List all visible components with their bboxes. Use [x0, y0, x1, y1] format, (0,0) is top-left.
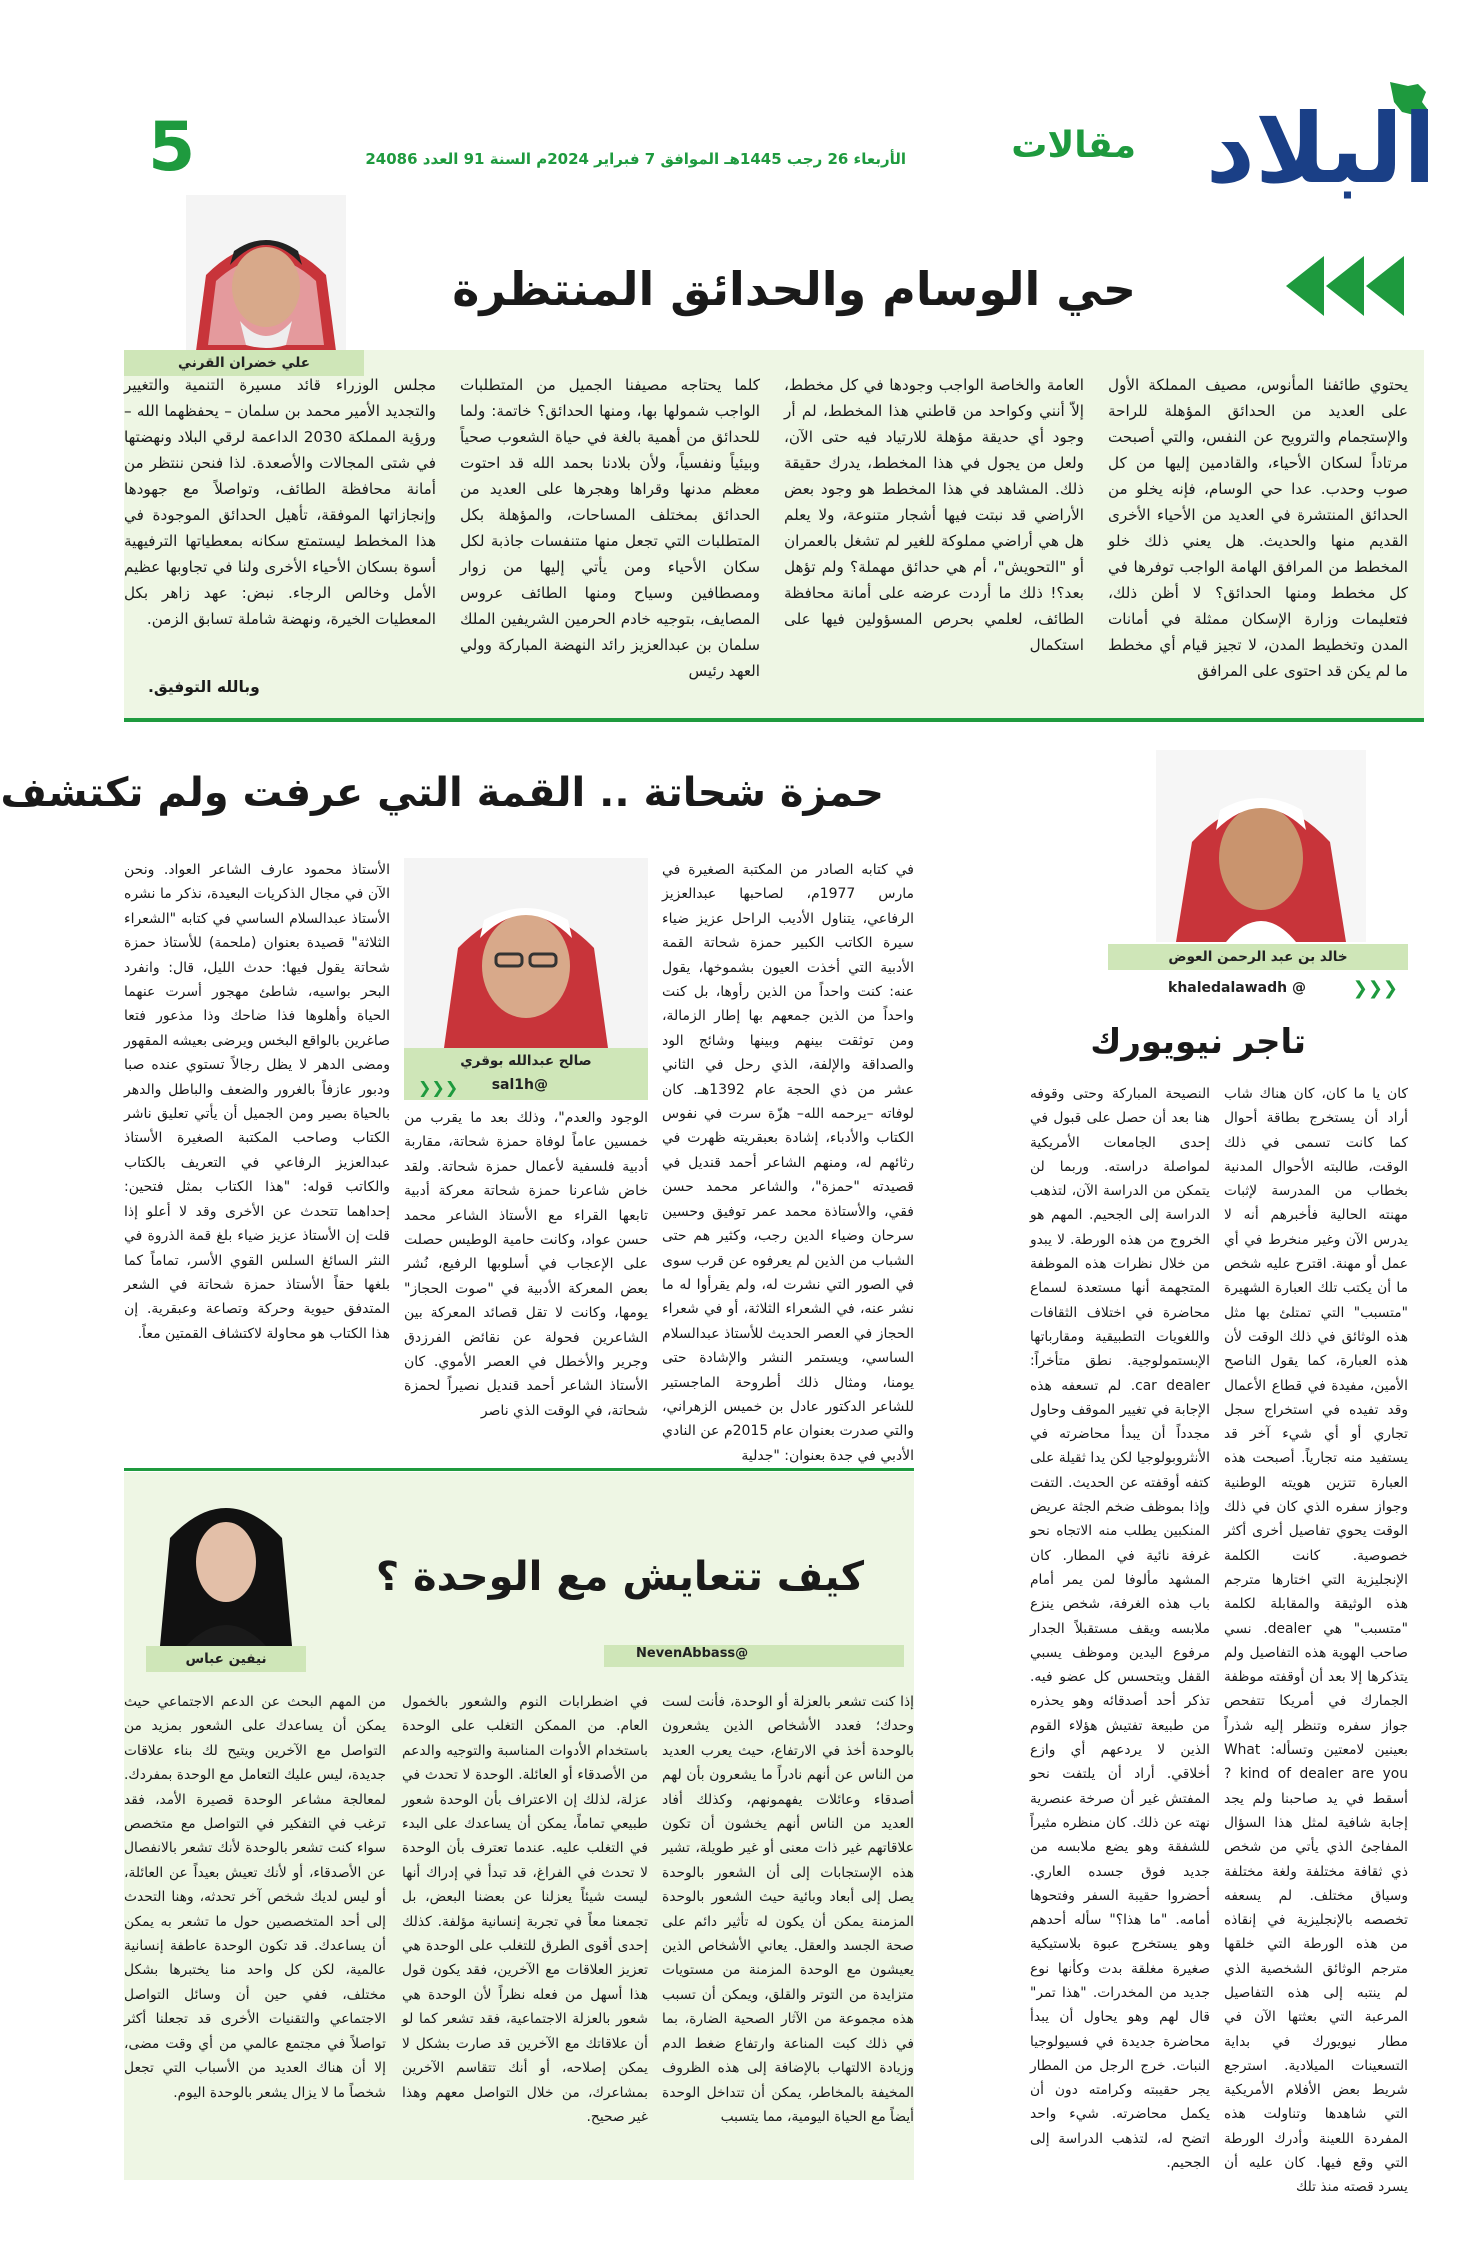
- article4-column-2: في اضطرابات النوم والشعور بالخمول العام. من الممكن التغلب على الوحدة باستخدام الأدوات المناسبة والتوجيه والدعم من الأصدقاء أو العائلة. الوحدة لا تحدث في عزلة، لذلك إن الاعتراف بأن الوحدة شعور طبيعي تماماً، يمكن أن يساعدك على البدء في التغلب عليه. عندما تعترف بأن الوحدة لا تحدث في الفراغ، قد تبدأ في إدراك أنها ليست شيئاً يعزلنا عن بعضنا البعض، بل تجمعنا معاً في تجربة إنسانية مؤلفة. كذلك إحدى أقوى الطرق للتغلب على الوحدة هي تعزيز العلاقات مع الآخرين، فقد يكون قول هذا أسهل من فعله نظراً لأن الوحدة هي شعور بالعزلة الاجتماعية، فقد تشعر كما لو أن علاقاتك مع الآخرين قد صارت بشكل لا يمكن إصلاحه، أو أنك تتقاسم الآخرين بمشاعرك، من خلال التواصل معهم وهذا غير صحيح.: [402, 1694, 648, 2125]
- divider: [124, 718, 1424, 722]
- article2-author-name: صالح عبدالله بوقري: [404, 1048, 648, 1074]
- article4-handle: @NevenAbbass: [636, 1646, 749, 1661]
- newspaper-logo: [1200, 78, 1440, 205]
- article1-column-4: مجلس الوزراء قائد مسيرة التنمية والتغيير والتجديد الأمير محمد بن سلمان – يحفظهما الله – ورؤية المملكة 2030 الداعمة لرقي البلاد ونهضتها في شتى المجالات والأصعدة. لذا فنحن ننتظر من أمانة محافظة الطائف، وتواصلاً مع جهودها وإنجازاتها الموفقة، تأهيل الحدائق الموجودة في هذا المخطط ليستمتع سكانه بمعطياتها الترفيهية أسوة بسكان الأحياء الأخرى ولنا في تجاوبها عظيم الأمل وخالص الرجاء. نبض: عهد زاهر بكل المعطيات الخيرة، ونهضة شاملة تسابق الزمن.: [124, 376, 436, 628]
- article2-column-2: الوجود والعدم"، وذلك بعد ما يقرب من خمسين عاماً لوفاة حمزة شحاتة، مقاربة أدبية فلسفية لأعمال حمزة شحاتة. ولقد خاض شاعرنا حمزة شحاتة معركة أدبية تابعها القراء مع الأستاذ الشاعر محمد حسن عواد، وكانت حامية الوطيس حصلت على الإعجاب في أسلوبها الرفيع، نُشر بعض المعركة الأدبية في "صوت الحجاز" يومها، وكانت لا تقل قصائد المعركة بين الشاعرين فحولة عن نقائض الفرزدق وجرير والأخطل في العصر الأموي. كان الأستاذ الشاعر أحمد قنديل نصيراً لحمزة شحاتة، في الوقت الذي ناصر: [404, 1110, 648, 1419]
- article3-author-photo: [1156, 750, 1366, 942]
- article2-author-photo: [404, 858, 648, 1048]
- handle-chevron-icon: ❮❮❮: [418, 1078, 459, 1097]
- article1-column-2: العامة والخاصة الواجب وجودها في كل مخطط، إلاّ أنني وكواحد من قاطني هذا المخطط، لم أر وجود أي حديقة مؤهلة للارتياد فيه حتى الآن، ولعل من يجول في هذا المخطط، يدرك حقيقة ذلك. المشاهد في هذا المخطط هو وجود بعض الأراضي قد نبتت فيها أشجار متنوعة، ولا يعلم هل هي أراضي مملوكة للغير لم تشغل بالعمران أو "التحويش"، أم هي حدائق مهملة؟ ولم تؤهل بعد؟! ذلك ما أردت عرضه على أمانة محافظة الطائف، لعلمي بحرص المسؤولين فيها على استكمال: [784, 376, 1084, 654]
- page-number: 5: [148, 108, 196, 187]
- article3-author-name: خالد بن عبد الرحمن العوض: [1108, 944, 1408, 970]
- article2-column-3: الأستاذ محمود عارف الشاعر العواد. ونحن الآن في مجال الذكريات البعيدة، نذكر ما نشره الأستاذ عبدالسلام الساسي في كتابه "الشعراء الثلاثة" قصيدة بعنوان (ملحمة) للأستاذ حمزة شحاتة يقول فيها: حدث الليل، قال: وانفرد البحر بواسيه، شاطئ مهجور أسرت عنهما الحياة وأهلوها فذا ضاحك وذا مذعور فتعا صاغرين بالواقع البخس ويرضى بعيشه المقهور ومضى الدهر لا يظل رجالاً تستوي عنده صبا ودبور عازفاً بالغرور والضعف والباطل والدهر بالحياة بصير ومن الجميل أن يأتي تعليق ناشر الكتاب وصاحب المكتبة الصغيرة الأستاذ عبدالعزيز الرفاعي في التعريف بالكتاب والكاتب قوله: "هذا الكتاب بمثل فتحين: إحداهما تتحدث عن الأخرى وقد لا أعلو إذا قلت إن الأستاذ عزيز ضياء بلغ قمة الذروة في النثر السائغ السلس القوي الأسر، تماماً كما بلغها حقاً الأستاذ حمزة شحاتة في الشعر المتدفق حيوية وحركة وتصاعة وعبقرية. إن هذا الكتاب هو محاولة لاكتشاف القمتين معاً.: [124, 862, 390, 1342]
- article2-column-1: في كتابه الصادر من المكتبة الصغيرة في مارس 1977م، لصاحبها عبدالعزيز الرفاعي، يتناول الأديب الراحل عزيز ضياء سيرة الكاتب الكبير حمزة شحاتة القمة الأدبية التي أخذت العيون بشموخها، يقول عنه: كنت واحداً من الذين رأوها، بل كنت واحداً من الذين جمعهم بها إطار الزمالة، ومن توثقت بينهم وبينها وشائج الود والصداقة والإلفة، الذي رحل في الثاني عشر من ذي الحجة عام 1392هـ. كان لوفاته –يرحمه الله– هزّة سرت في نفوس الكتاب والأدباء، إشادة بعبقريته ظهرت في رثائهم له، ومنهم الشاعر أحمد قنديل في قصيدته "حمزة"، والشاعر محمد حسن فقي، والأستاذة محمد عمر توفيق وحسين سرحان وضياء الدين رجب، وكثير هم حتى الشباب من الذين لم يعرفوه عن قرب سوى في الصور التي نشرت له، ولم يقرأوا له ما نشر عنه، في الشعراء الثلاثة، أو في شعراء الحجاز في العصر الحديث للأستاذ عبدالسلام الساسي، ويستمر النشر والإشادة حتى يومنا، ومثال ذلك أطروحة الماجستير للشاعر الدكتور عادل بن خميس الزهراني، والتي صدرت بعنوان عام 2015م عن النادي الأدبي في جدة بعنوان: "جدلية: [662, 862, 915, 1464]
- article3-column-2: النصيحة المباركة وحتى وقوفه هنا بعد أن حصل على قبول في إحدى الجامعات الأمريكية لمواصلة دراسته. وربما لن يتمكن من الدراسة الآن، لتذهب الدراسة إلى الجحيم. المهم هو الخروج من هذه الورطة. لا يبدو من خلال نظرات هذه الموظفة المتجهمة أنها مستعدة لسماع محاضرة في اختلاف الثقافات واللغويات التطبيقية ومقارباتها الإبستمولوجية. نطق متأخراً: car dealer. لم تسعفه هذه الإجابة في تغيير الموقف وحاول مجدداً أن يبدأ محاضرته في الأنثروبولوجيا لكن يدا ثقيلة على كتفه أوقفته عن الحديث. التفت وإذا بموظف ضخم الجثة عريض المنكبين يطلب منه الاتجاه نحو غرفة نائية في المطار. كان المشهد مألوفا لمن يمر أمام باب هذه الغرفة، شخص ينزع ملابسه ويقف مستقبلاً الجدار مرفوع اليدين وموظف يسبي القفل ويتحسس كل عضو فيه. تذكر أحد أصدقائه وهو يحذره من طبيعة تفتيش هؤلاء القوم الذين لا يردعهم أي وازع أخلاقي. أراد أن يلتفت نحو المفتش غير أن صرخة عنصرية نهته عن ذلك. كان منظره مثيراً للشفقة وهو يضع ملابسه من جديد فوق جسده العاري. أحضروا حقيبة السفر وفتحوها أمامه. "ما هذا؟" سأله أحدهم وهو يستخرج عبوة بلاستيكية صغيرة مغلقة بدت وكأنها نوع جديد من المخدرات. "هذا تمر" قال لهم وهو يحاول أن يبدأ محاضرة جديدة في فسيولوجيا النبات. خرج الرجل من المطار يجر حقيبته وكرامته دون أن يكمل محاضرته. شيء واحد اتضح له، لتذهب الدراسة إلى الجحيم.: [1030, 1086, 1211, 2172]
- article4-author-photo: [146, 1478, 306, 1646]
- article2-title: حمزة شحاتة .. القمة التي عرفت ولم تكتشف: [0, 770, 884, 816]
- headline-chevron-icon: [1286, 256, 1404, 316]
- article1-column-1: يحتوي طائفنا المأنوس، مصيف المملكة الأول على العديد من الحدائق المؤهلة للراحة والإستجمام والترويح عن النفس، والتي أصبحت مرتاداً لسكان الأحياء، والقادمين إليها من كل صوب وحدب. عدا حي الوسام، فإنه يخلو من الحدائق المنتشرة في العديد من الأحياء الأخرى القديم منها والحديث. هل يعني ذلك خلو المخطط من المرافق الهامة الواجب توفرها في كل مخطط ومنها الحدائق؟ لا أظن ذلك، فتعليمات وزارة الإسكان ممثلة في أمانات المدن وتخطيط المدن، لا تجيز قيام أي مخطط ما لم يكن قد احتوى على المرافق: [1108, 376, 1408, 680]
- article4-column-1: إذا كنت تشعر بالعزلة أو الوحدة، فأنت لست وحدك؛ فعدد الأشخاص الذين يشعرون بالوحدة أخذ في الارتفاع، حيث يعرب العديد من الناس عن أنهم نادراً ما يشعرون بأن لهم أصدقاء وعائلات يفهمونهم، وكذلك أفاد العديد من الناس أنهم يخشون أن تكون علاقاتهم غير ذات معنى أو غير طويلة، تشير هذه الإستجابات إلى أن الشعور بالوحدة يصل إلى أبعاد وبائية حيث الشعور بالوحدة المزمنة يمكن أن يكون له تأثير دائم على صحة الجسد والعقل. يعاني الأشخاص الذين يعيشون مع الوحدة المزمنة من مستويات متزايدة من التوتر والقلق، ويمكن أن تسبب هذه مجموعة من الآثار الصحية الضارة، بما في ذلك كبت المناعة وارتفاع ضغط الدم وزيادة الالتهاب بالإضافة إلى هذه الظروف المخيفة بالمخاطر، يمكن أن تتداخل الوحدة أيضاً مع الحياة اليومية، مما يتسبب: [662, 1694, 914, 2125]
- article4-title: كيف تتعايش مع الوحدة ؟: [375, 1554, 864, 1600]
- article1-closing: وبالله التوفيق.: [148, 678, 260, 696]
- article1-author-photo: [186, 195, 346, 351]
- article3-column-1: كان يا ما كان، كان هناك شاب أراد أن يستخرج بطاقة أحوال كما كانت تسمى في ذلك الوقت، طالبته الأحوال المدنية بخطاب من المدرسة لإثبات مهنته الحالية فأخبرهم أنه لا يدرس الآن وغير منخرط في أي عمل أو مهنة. اقترح عليه شخص ما أن يكتب تلك العبارة الشهيرة "متسبب" التي تمتلئ بها مثل هذه الوثائق في ذلك الوقت لأن هذه العبارة، كما يقول الناصح الأمين، مفيدة في قطاع الأعمال وقد تفيده في استخراج سجل تجاري أو أي شيء آخر قد يستفيد منه تجارياً. أصبحت هذه العبارة تتزين هويته الوطنية وجواز سفره الذي كان في ذلك الوقت يحوي تفاصيل أخرى أكثر خصوصية. كانت الكلمة الإنجليزية التي اختارها مترجم هذه الوثيقة والمقابلة لكلمة "متسبب" هي dealer. نسي صاحب الهوية هذه التفاصيل ولم يتذكرها إلا بعد أن أوقفته موظفة الجمارك في أمريكا تتفحص جواز سفره وتنظر إليه شذراً بعينين لامعتين وتسأله: What kind of dealer are you ? أسقط في يد صاحبنا ولم يجد إجابة شافية لمثل هذا السؤال المفاجئ الذي يأتي من شخص ذي ثقافة مختلفة ولغة مختلفة وسياق مختلف. لم يسعفه تخصصه بالإنجليزية في إنقاذه من هذه الورطة التي خلقها مترجم الوثائق الشخصية الذي لم ينتبه إلى هذه التفاصيل المرعبة التي بعثتها الآن في مطار نيويورك في بداية التسعينات الميلادية. استرجع شريط بعض الأفلام الأمريكية التي شاهدها وتناولت هذه المفردة اللعينة وأدرك الورطة التي وقع فيها. كان عليه أن يسرد قصته منذ تلك: [1224, 1086, 1409, 2196]
- section-title: مقالات: [1011, 125, 1136, 166]
- handle-chevron-icon: ❮❮❮: [1352, 978, 1398, 999]
- article1-title: حي الوسام والحدائق المنتظرة: [452, 262, 1136, 316]
- article1-column-3: كلما يحتاجه مصيفنا الجميل من المتطلبات الواجب شمولها بها، ومنها الحدائق؟ خاتمة: ولما للحدائق من أهمية بالغة في حياة الشعوب صحياً وبيئياً ونفسياً، ولأن بلادنا بحمد الله قد احتوت معظم مدنها وقراها وهجرها على العديد من الحدائق بمختلف المساحات، والمؤهلة بكل المتطلبات التي تجعل منها متنفسات جاذبة لكل سكان الأحياء ومن يأتي إليها من زوار ومصطافين وسياح ومنها الطائف عروس المصايف، بتوجيه خادم الحرمين الشريفين الملك سلمان بن عبدالعزيز رائد النهضة المباركة وولي العهد رئيس: [460, 376, 760, 680]
- dateline: الأربعاء 26 رجب 1445هـ الموافق 7 فبراير 2024م السنة 91 العدد 24086: [365, 150, 906, 168]
- article2-handle-bar: [404, 1074, 648, 1100]
- article4-column-3: من المهم البحث عن الدعم الاجتماعي حيث يمكن أن يساعدك على الشعور بمزيد من التواصل مع الآخرين ويتيح لك بناء علاقات جديدة، ليس عليك التعامل مع الوحدة بمفردك. لمعالجة مشاعر الوحدة قصيرة الأمد، فقد ترغب في التفكير في التواصل مع متخصص سواء كنت تشعر بالوحدة لأنك تشعر بالانفصال عن الأصدقاء، أو لأنك تعيش بعيداً عن العائلة، أو ليس لديك شخص آخر تحدثه، وهنا التحدث إلى أحد المتخصصين حول ما تشعر به يمكن أن يساعدك. قد تكون الوحدة عاطفة إنسانية عالمية، لكن كل واحد منا يختبرها بشكل مختلف، ففي حين أن وسائل التواصل الاجتماعي والتقنيات الأخرى قد تجعلنا أكثر تواصلاً في مجتمع عالمي من أي وقت مضى، إلا أن هناك العديد من الأسباب التي تجعل شخصاً ما لا يزال يشعر بالوحدة اليوم.: [124, 1694, 386, 2101]
- article2-handle: @sal1h: [491, 1077, 548, 1093]
- article3-handle: @ khaledalawadh: [1168, 980, 1306, 996]
- article1-author-name: علي خضران القرني: [124, 350, 364, 376]
- article4-author-name: نيفين عباس: [146, 1646, 306, 1672]
- logo-text: البلاد: [1205, 93, 1436, 205]
- article3-title: تاجر نيويورك: [1090, 1022, 1306, 1062]
- divider: [124, 1468, 914, 1471]
